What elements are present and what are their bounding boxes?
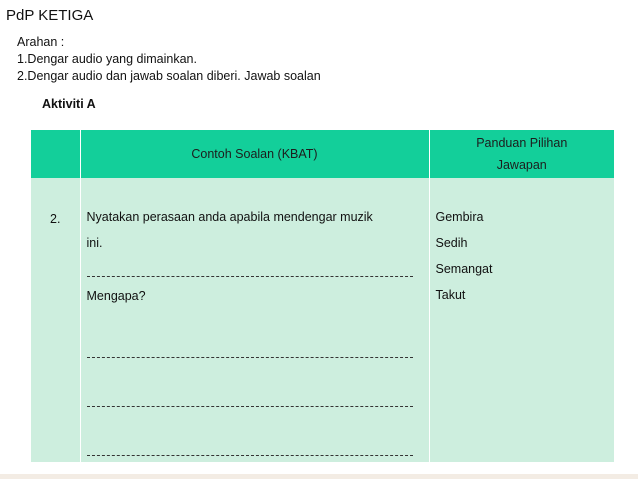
instructions-heading: Arahan : [17,35,65,49]
follow-up-question: Mengapa? [86,289,146,303]
table-header-row [31,130,614,178]
header-panduan-line2: Jawapan [496,158,547,172]
choices-cell [429,178,614,462]
instruction-item-2: 2.Dengar audio dan jawab soalan diberi. Jawab soalan [17,69,321,83]
activity-label: Aktiviti A [42,97,96,111]
answer-blank-line[interactable] [87,435,413,456]
question-text-line1: Nyatakan perasaan anda apabila mendengar muzik [86,210,373,224]
bottom-strip [0,474,638,479]
choice-takut: Takut [435,288,466,302]
header-number [31,130,80,178]
choice-semangat: Semangat [435,262,493,276]
answer-blank-line[interactable] [87,337,413,358]
instructions [17,34,321,85]
table-row [31,178,614,462]
instruction-item-1: 1.Dengar audio yang dimainkan. [17,52,197,66]
choice-gembira: Gembira [435,210,484,224]
answer-blank-line[interactable] [87,256,413,277]
question-text-line2: ini. [86,236,103,250]
question-table [31,130,614,462]
header-panduan-line1: Panduan Pilihan [476,136,568,150]
header-panduan [429,130,614,178]
answer-blank-line[interactable] [87,386,413,407]
choice-sedih: Sedih [435,236,468,250]
question-cell [80,178,429,462]
header-contoh-soalan: Contoh Soalan (KBAT) [80,130,429,178]
row-number: 2. [31,178,80,462]
page-title: PdP KETIGA [6,7,94,24]
